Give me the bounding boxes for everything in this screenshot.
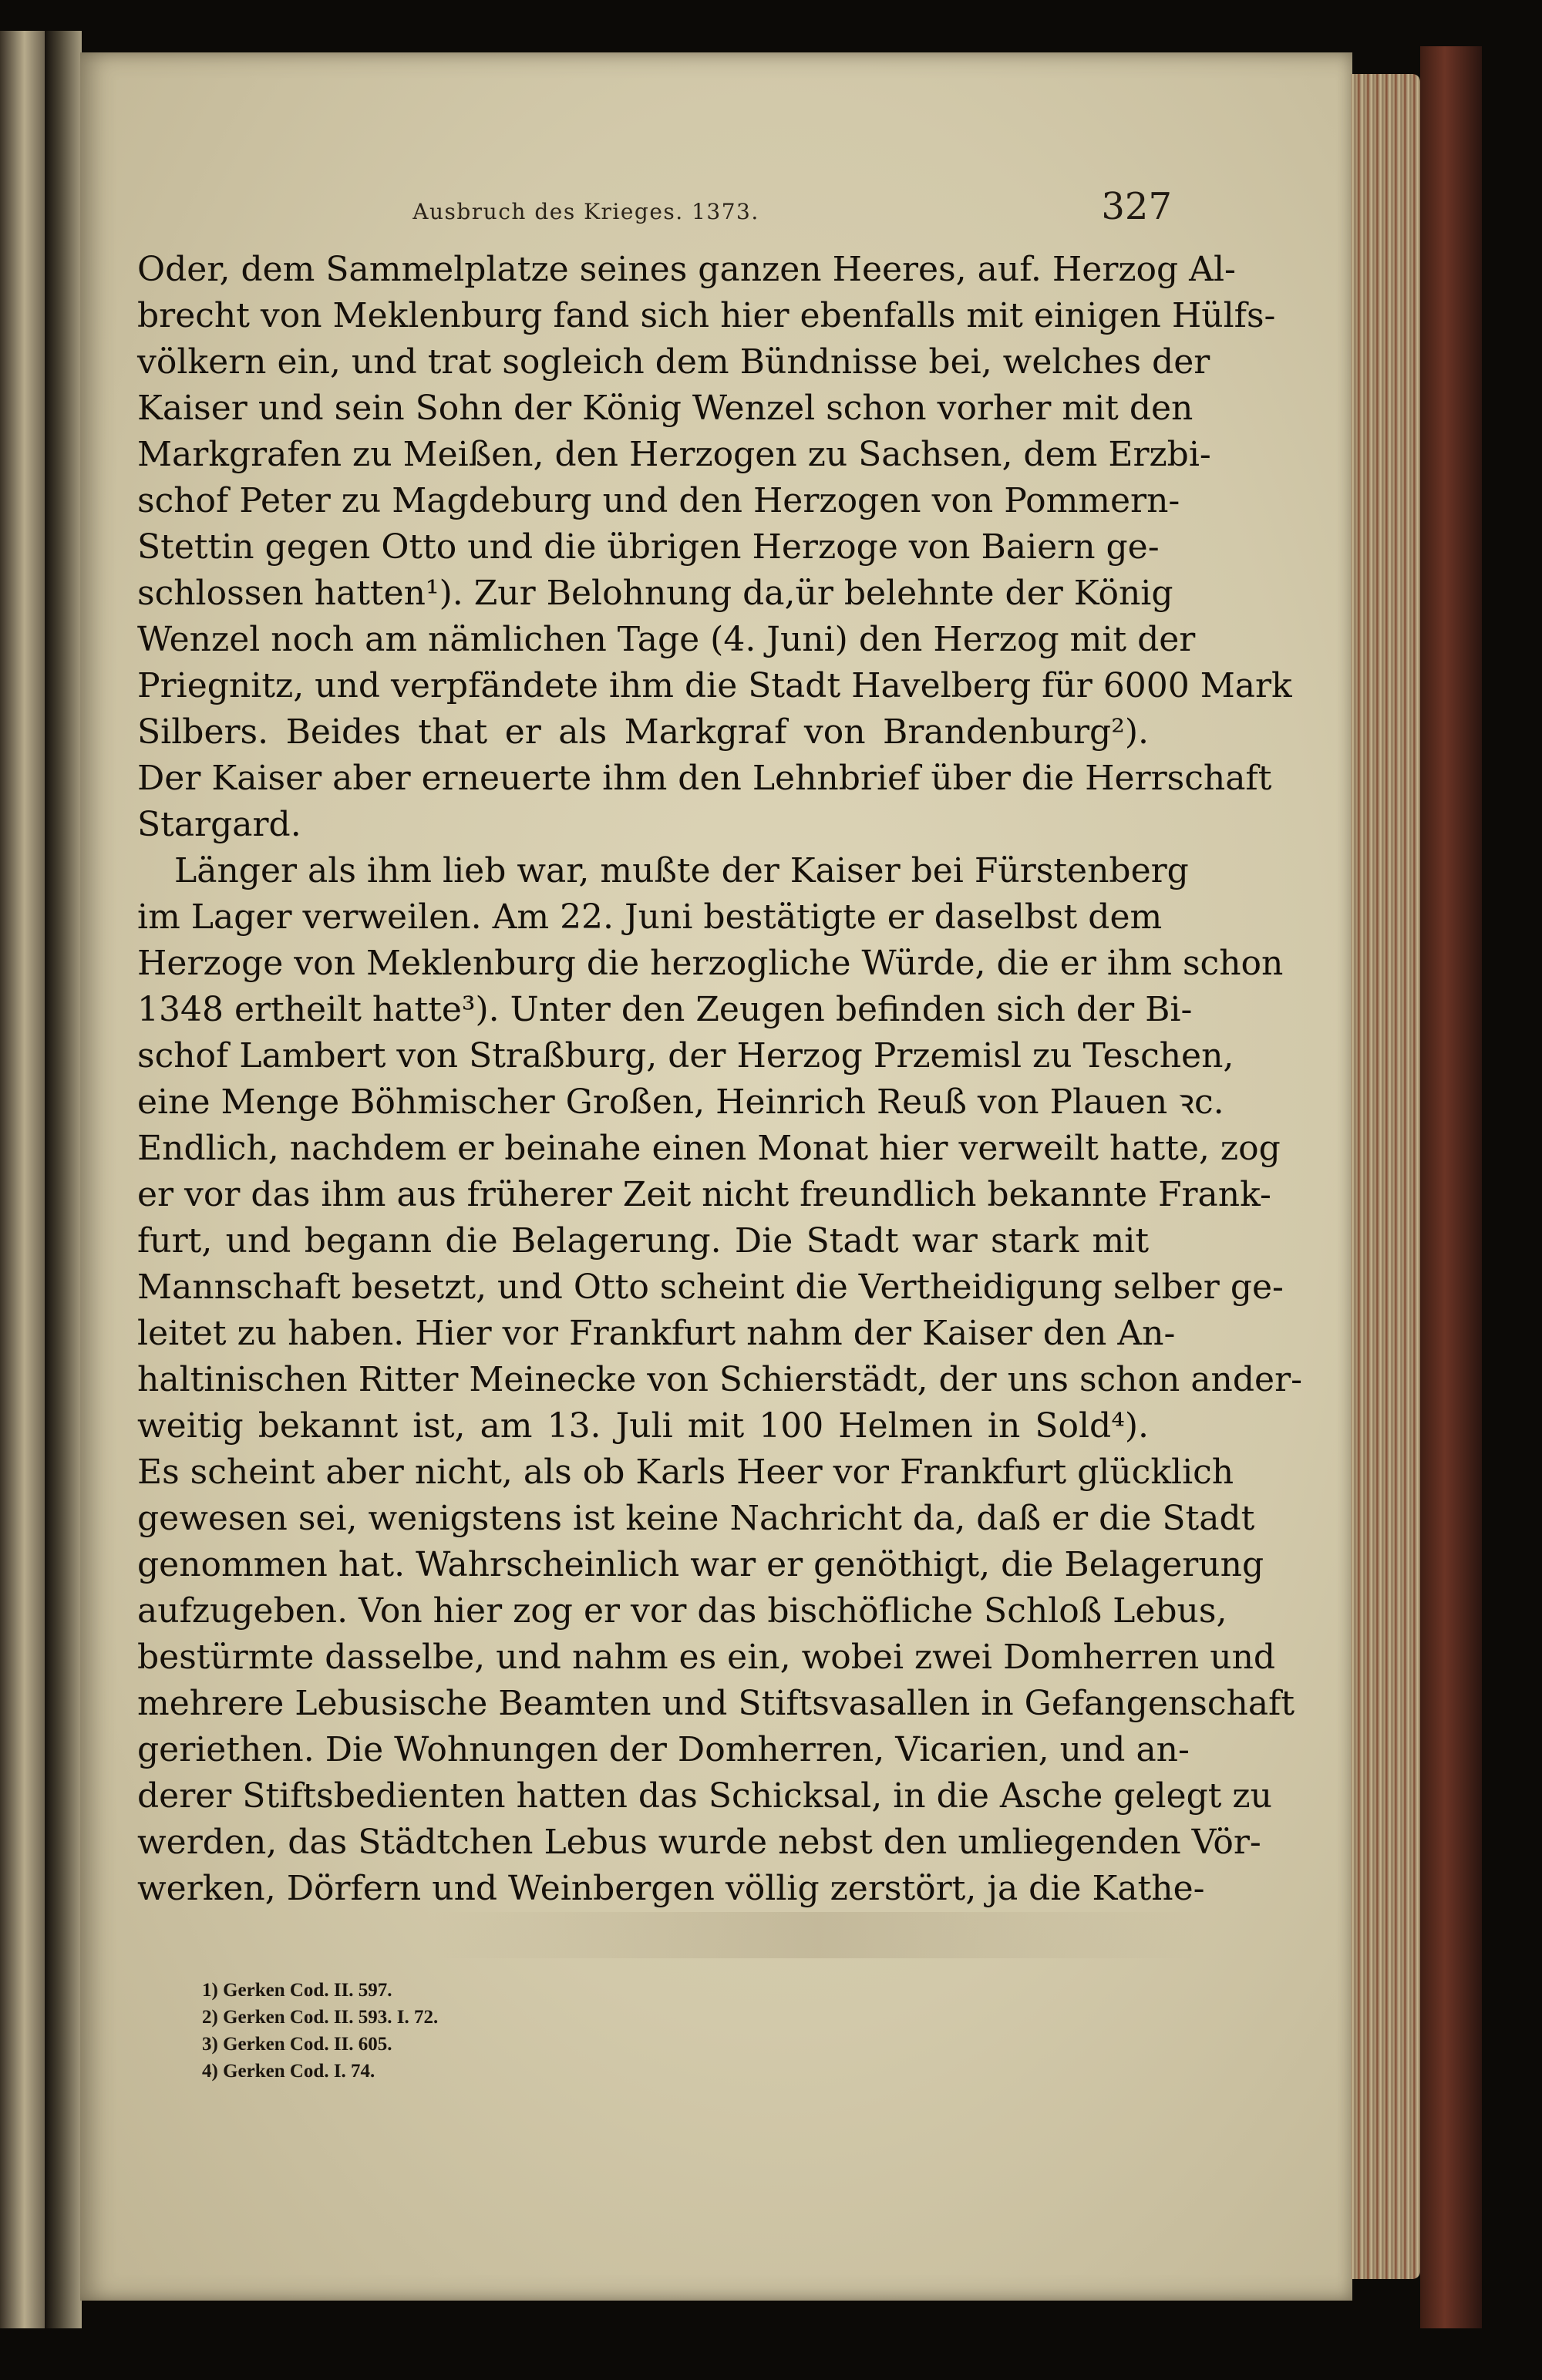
cover-board — [1420, 46, 1482, 2328]
footnote-4: 4) Gerken Cod. I. 74. — [202, 2061, 375, 2082]
text-line: im Lager verweilen. Am 22. Juni bestätigte er daselbst dem — [137, 897, 1163, 937]
text-line: gewesen sei, wenigstens ist keine Nachricht da, daß er die Stadt — [137, 1499, 1255, 1538]
text-line: Oder, dem Sammelplatze seines ganzen Heeres, auf. Herzog Al- — [137, 250, 1236, 289]
text-line: bestürmte dasselbe, und nahm es ein, wobei zwei Domherren und — [137, 1638, 1276, 1677]
text-line: genommen hat. Wahrscheinlich war er genöthigt, die Belagerung — [137, 1545, 1264, 1584]
page-number: 327 — [1101, 185, 1172, 228]
text-line: eine Menge Böhmischer Großen, Heinrich Reuß von Plauen ꝛc. — [137, 1082, 1224, 1122]
text-line: werden, das Städtchen Lebus wurde nebst den umliegenden Vör- — [137, 1823, 1261, 1862]
text-line: Priegnitz, und verpfändete ihm die Stadt Havelberg für 6000 Mark — [137, 666, 1292, 705]
text-line: Endlich, nachdem er beinahe einen Monat hier verweilt hatte, zog — [137, 1129, 1281, 1168]
facing-page-edge — [0, 31, 45, 2328]
body-text — [137, 247, 1302, 1912]
text-line: aufzugeben. Von hier zog er vor das bischöfliche Schloß Lebus, — [137, 1591, 1227, 1631]
text-line: völkern ein, und trat sogleich dem Bündnisse bei, welches der — [137, 342, 1210, 382]
text-line: er vor das ihm aus früherer Zeit nicht freundlich bekannte Frank- — [137, 1175, 1271, 1214]
text-line: leitet zu haben. Hier vor Frankfurt nahm der Kaiser den An- — [137, 1314, 1176, 1353]
text-line: schof Lambert von Straßburg, der Herzog Przemisl zu Teschen, — [137, 1036, 1234, 1076]
text-line: mehrere Lebusische Beamten und Stiftsvasallen in Gefangenschaft — [137, 1684, 1295, 1723]
text-line: weitig bekannt ist, am 13. Juli mit 100 Helmen in Sold⁴). — [137, 1406, 1149, 1446]
paragraph-end-line: Stargard. — [137, 805, 301, 844]
footnote-2: 2) Gerken Cod. II. 593. I. 72. — [202, 2007, 439, 2028]
text-line: Mannschaft besetzt, und Otto scheint die Vertheidigung selber ge- — [137, 1267, 1284, 1307]
text-line: Silbers. Beides that er als Markgraf von Brandenburg²). — [137, 712, 1149, 752]
text-line: Wenzel noch am nämlichen Tage (4. Juni) den Herzog mit der — [137, 620, 1196, 659]
footnote-3: 3) Gerken Cod. II. 605. — [202, 2034, 392, 2055]
text-line: geriethen. Die Wohnungen der Domherren, Vicarien, und an- — [137, 1730, 1190, 1769]
binding-gutter — [45, 31, 82, 2328]
text-line: Markgrafen zu Meißen, den Herzogen zu Sachsen, dem Erzbi- — [137, 435, 1211, 474]
text-line: haltinischen Ritter Meinecke von Schierstädt, der uns schon ander- — [137, 1360, 1302, 1399]
page-block-edges — [1351, 74, 1420, 2279]
text-line: derer Stiftsbedienten hatten das Schicksal, in die Asche gelegt zu — [137, 1776, 1272, 1816]
text-line: 1348 ertheilt hatte³). Unter den Zeugen befinden sich der Bi- — [137, 990, 1193, 1029]
paragraph-start-line: Länger als ihm lieb war, mußte der Kaiser bei Fürstenberg — [174, 851, 1189, 890]
text-line: Der Kaiser aber erneuerte ihm den Lehnbrief über die Herrschaft — [137, 759, 1272, 798]
text-line: brecht von Meklenburg fand sich hier ebenfalls mit einigen Hülfs- — [137, 296, 1276, 335]
footnotes — [202, 1977, 819, 2085]
text-line: schlossen hatten¹). Zur Belohnung da,ür belehnte der König — [137, 574, 1173, 613]
text-line: schof Peter zu Magdeburg und den Herzogen von Pommern- — [137, 481, 1180, 520]
text-line: Es scheint aber nicht, als ob Karls Heer vor Frankfurt glücklich — [137, 1453, 1234, 1492]
text-line: furt, und begann die Belagerung. Die Stadt war stark mit — [137, 1221, 1149, 1261]
text-line: Kaiser und sein Sohn der König Wenzel schon vorher mit den — [137, 389, 1194, 428]
show-through-shadow — [432, 1912, 1203, 1958]
footnote-1: 1) Gerken Cod. II. 597. — [202, 1980, 392, 2001]
text-line: Herzoge von Meklenburg die herzogliche Würde, die er ihm schon — [137, 944, 1284, 983]
text-line: Stettin gegen Otto und die übrigen Herzoge von Baiern ge- — [137, 527, 1160, 567]
running-title: Ausbruch des Krieges. 1373. — [412, 199, 759, 224]
text-line: werken, Dörfern und Weinbergen völlig zerstört, ja die Kathe- — [137, 1869, 1205, 1908]
